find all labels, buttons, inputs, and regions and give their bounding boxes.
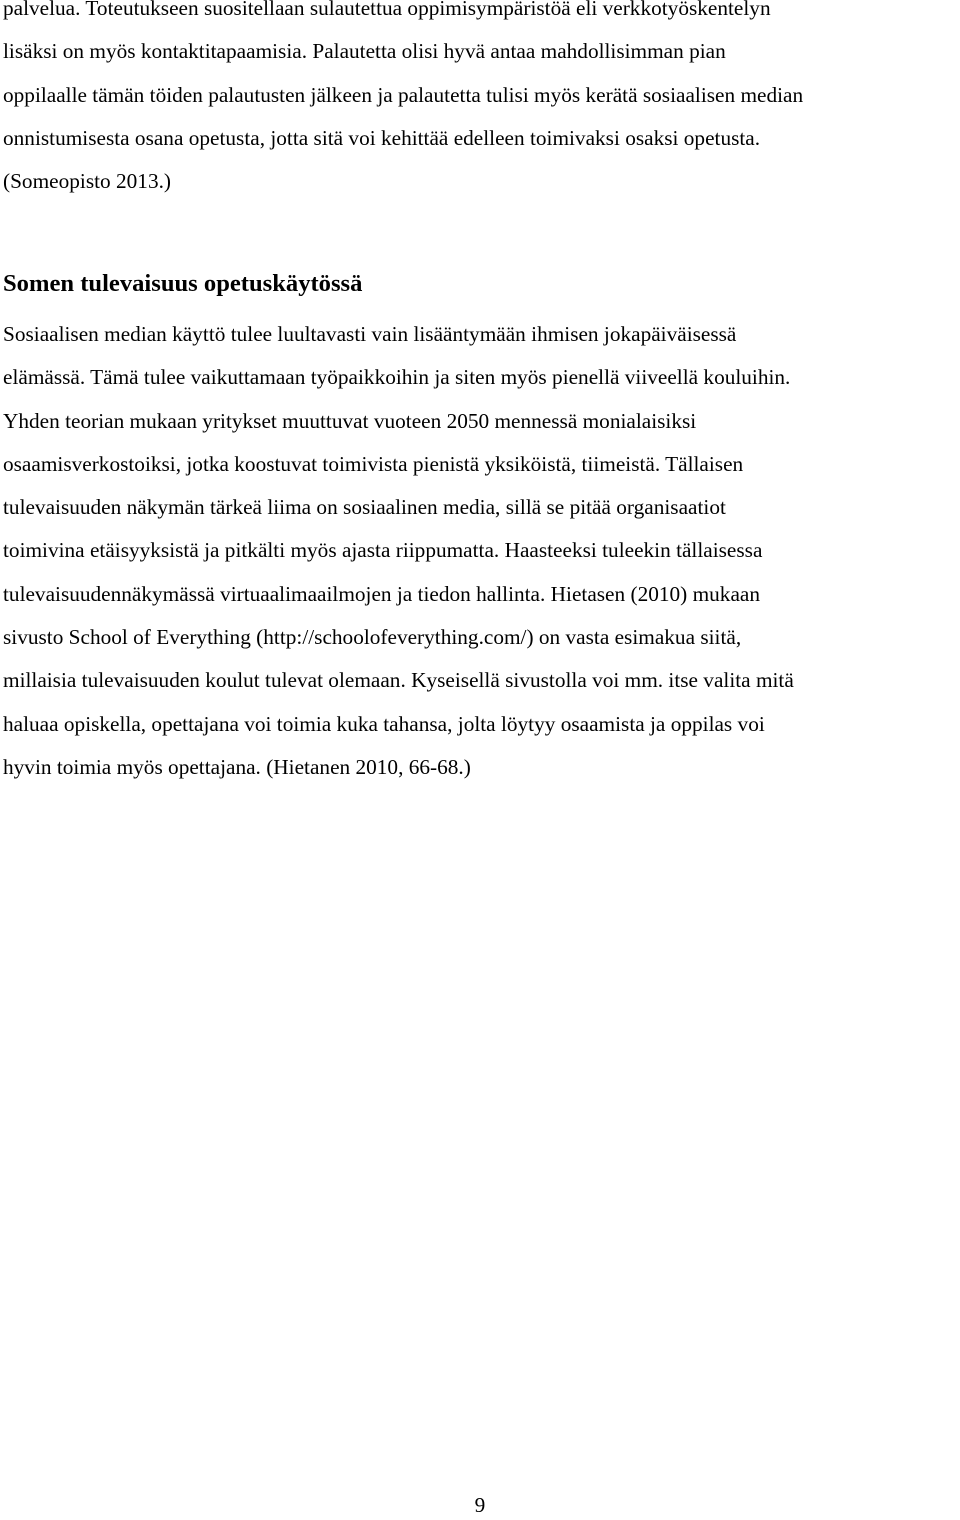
text-line: toimivina etäisyyksistä ja pitkälti myös ajasta riippumatta. Haasteeksi tuleekin tällaisessa <box>3 538 763 563</box>
page-number: 9 <box>474 1493 486 1517</box>
text-line: tulevaisuuden näkymän tärkeä liima on sosiaalinen media, sillä se pitää organisaatiot <box>3 495 726 520</box>
text-line: onnistumisesta osana opetusta, jotta sitä voi kehittää edelleen toimivaksi osaksi opetusta. <box>3 125 761 150</box>
intro-paragraph <box>3 0 958 203</box>
text-line: palvelua. Toteutukseen suositellaan sulautettua oppimisympäristöä eli verkkotyöskentelyn <box>3 0 771 20</box>
text-line: elämässä. Tämä tulee vaikuttamaan työpaikkoihin ja siten myös pienellä viiveellä kouluihin. <box>3 365 791 390</box>
text-line: (Someopisto 2013.) <box>3 169 172 194</box>
text-line: Yhden teorian mukaan yritykset muuttuvat vuoteen 2050 mennessä monialaisiksi <box>3 408 697 433</box>
text-line: osaamisverkostoiksi, jotka koostuvat toimivista pienistä yksiköistä, tiimeistä. Tällaisen <box>3 451 744 476</box>
section-some-future <box>3 264 958 789</box>
section-paragraph <box>3 313 958 789</box>
text-line: Sosiaalisen median käyttö tulee luultavasti vain lisääntymään ihmisen jokapäiväisessä <box>3 322 737 346</box>
text-line: tulevaisuudennäkymässä virtuaalimaailmojen ja tiedon hallinta. Hietasen (2010) mukaan <box>3 581 760 606</box>
text-line: hyvin toimia myös opettajana. (Hietanen 2010, 66-68.) <box>3 754 471 779</box>
text-line: oppilaalle tämän töiden palautusten jälkeen ja palautetta tulisi myös kerätä sosiaalisen median <box>3 82 804 107</box>
text-line: haluaa opiskella, opettajana voi toimia kuka tahansa, jolta löytyy osaamista ja oppilas voi <box>3 711 765 736</box>
text-line: millaisia tulevaisuuden koulut tulevat olemaan. Kyseisellä sivustolla voi mm. itse valita mitä <box>3 668 794 693</box>
section-heading: Somen tulevaisuus opetuskäytössä <box>3 270 363 297</box>
text-line: sivusto School of Everything (http://schoolofeverything.com/) on vasta esimakua siitä, <box>3 625 742 650</box>
text-line: lisäksi on myös kontaktitapaamisia. Palautetta olisi hyvä antaa mahdollisimman pian <box>3 39 726 64</box>
